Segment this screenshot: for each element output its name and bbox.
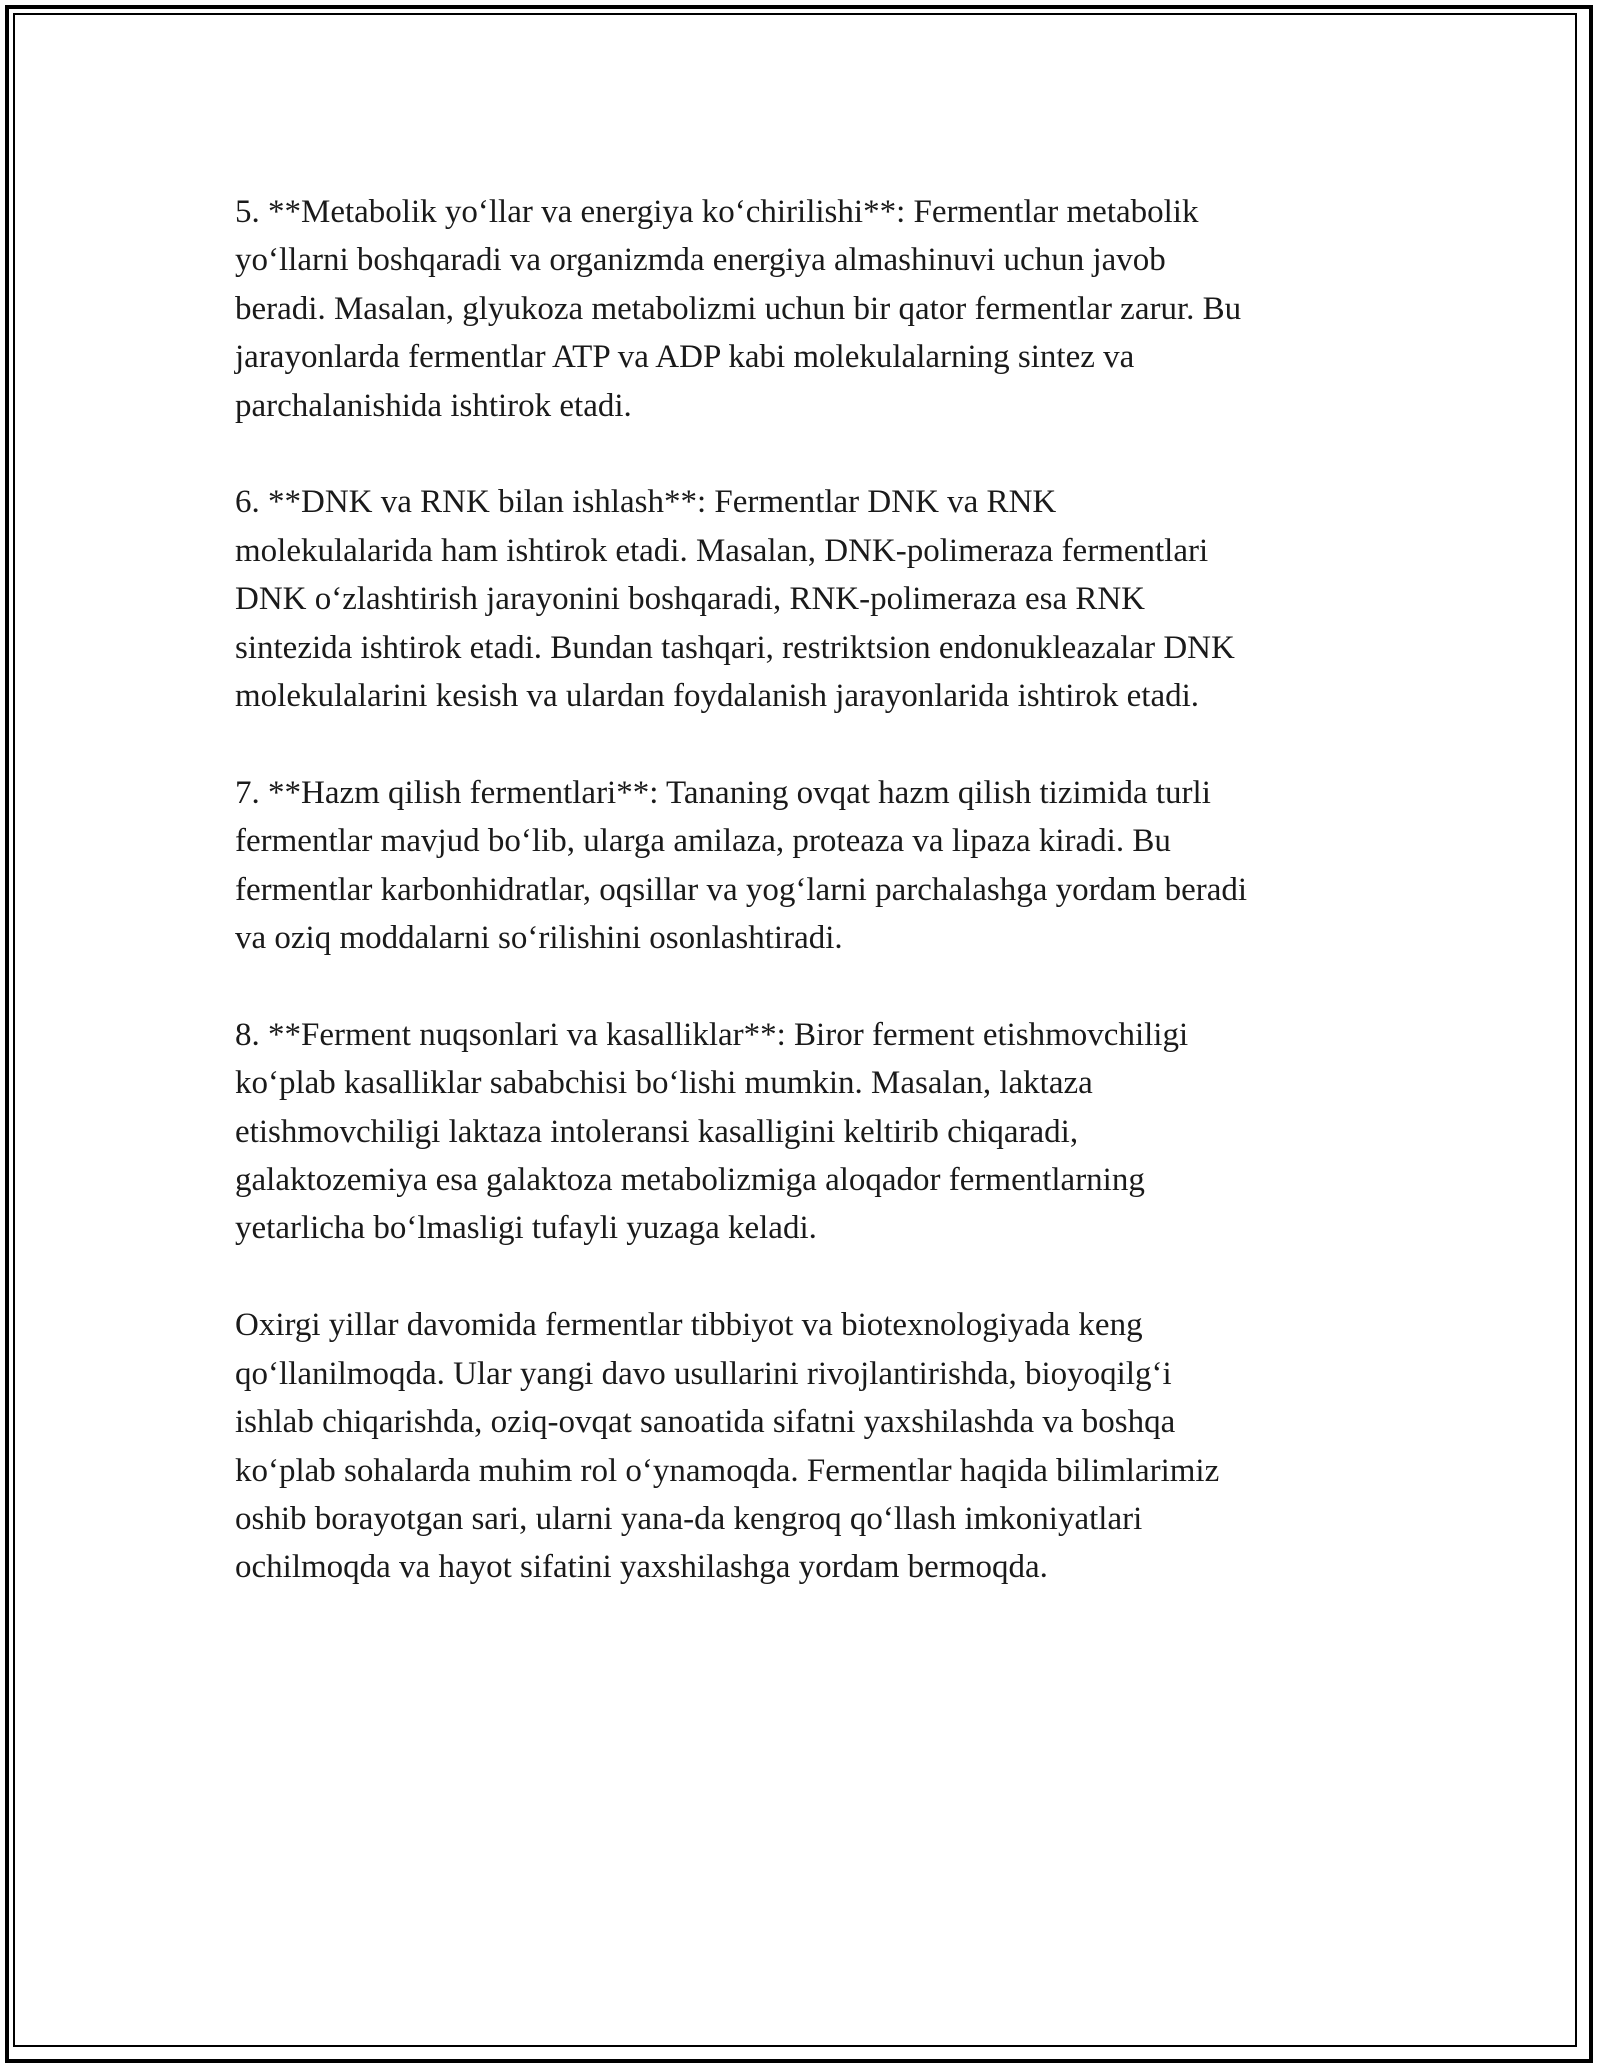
text-line: ochilmoqda va hayot sifatini yaxshilashga yordam bermoqda. bbox=[235, 1549, 1048, 1586]
text-line: molekulalarini kesish va ulardan foydalanish jarayonlarida ishtirok etadi. bbox=[235, 678, 1200, 715]
text-line: qo‘llanilmoqda. Ular yangi davo usullarini rivojlantirishda, bioyoqilg‘i bbox=[235, 1355, 1172, 1392]
paragraph-metabolic-pathways bbox=[235, 188, 1375, 430]
text-line: parchalanishida ishtirok etadi. bbox=[235, 387, 632, 424]
text-line: 8. **Ferment nuqsonlari va kasalliklar**: Biror ferment etishmovchiligi bbox=[235, 1016, 1189, 1053]
paragraph-conclusion bbox=[235, 1301, 1375, 1591]
text-line: molekulalarida ham ishtirok etadi. Masalan, DNK-polimeraza fermentlari bbox=[235, 532, 1209, 569]
text-line: oshib borayotgan sari, ularni yana-da kengroq qo‘llash imkoniyatlari bbox=[235, 1500, 1143, 1537]
text-line: yetarlicha bo‘lmasligi tufayli yuzaga keladi. bbox=[235, 1210, 817, 1247]
paragraph-digestive-enzymes bbox=[235, 769, 1375, 963]
text-line: etishmovchiligi laktaza intoleransi kasalligini keltirib chiqaradi, bbox=[235, 1113, 1079, 1150]
text-line: ishlab chiqarishda, oziq-ovqat sanoatida sifatni yaxshilashda va boshqa bbox=[235, 1404, 1176, 1441]
text-line: 5. **Metabolik yo‘llar va energiya ko‘chirilishi**: Fermentlar metabolik bbox=[235, 194, 1199, 230]
text-line: 6. **DNK va RNK bilan ishlash**: Fermentlar DNK va RNK bbox=[235, 484, 1057, 521]
text-line: galaktozemiya esa galaktoza metabolizmiga aloqador fermentlarning bbox=[235, 1162, 1145, 1199]
text-line: beradi. Masalan, glyukoza metabolizmi uchun bir qator fermentlar zarur. Bu bbox=[235, 290, 1242, 327]
text-line: ko‘plab sohalarda muhim rol o‘ynamoqda. Fermentlar haqida bilimlarimiz bbox=[235, 1452, 1220, 1489]
text-line: fermentlar mavjud bo‘lib, ularga amilaza, proteaza va lipaza kiradi. Bu bbox=[235, 823, 1171, 860]
document-body bbox=[235, 188, 1375, 1640]
text-line: ko‘plab kasalliklar sababchisi bo‘lishi mumkin. Masalan, laktaza bbox=[235, 1065, 1093, 1102]
text-line: DNK o‘zlashtirish jarayonini boshqaradi, RNK-polimeraza esa RNK bbox=[235, 581, 1146, 618]
text-line: yo‘llarni boshqaradi va organizmda energiya almashinuvi uchun javob bbox=[235, 242, 1166, 279]
text-line: va oziq moddalarni so‘rilishini osonlashtiradi. bbox=[235, 920, 843, 957]
text-line: fermentlar karbonhidratlar, oqsillar va yog‘larni parchalashga yordam beradi bbox=[235, 871, 1248, 908]
paragraph-dna-rna bbox=[235, 478, 1375, 720]
text-line: sintezida ishtirok etadi. Bundan tashqari, restriktsion endonukleazalar DNK bbox=[235, 629, 1235, 666]
paragraph-enzyme-defects bbox=[235, 1011, 1375, 1253]
text-line: Oxirgi yillar davomida fermentlar tibbiyot va biotexnologiyada keng bbox=[235, 1307, 1143, 1344]
text-line: 7. **Hazm qilish fermentlari**: Tananing ovqat hazm qilish tizimida turli bbox=[235, 774, 1211, 811]
text-line: jarayonlarda fermentlar ATP va ADP kabi molekulalarning sintez va bbox=[235, 339, 1135, 376]
